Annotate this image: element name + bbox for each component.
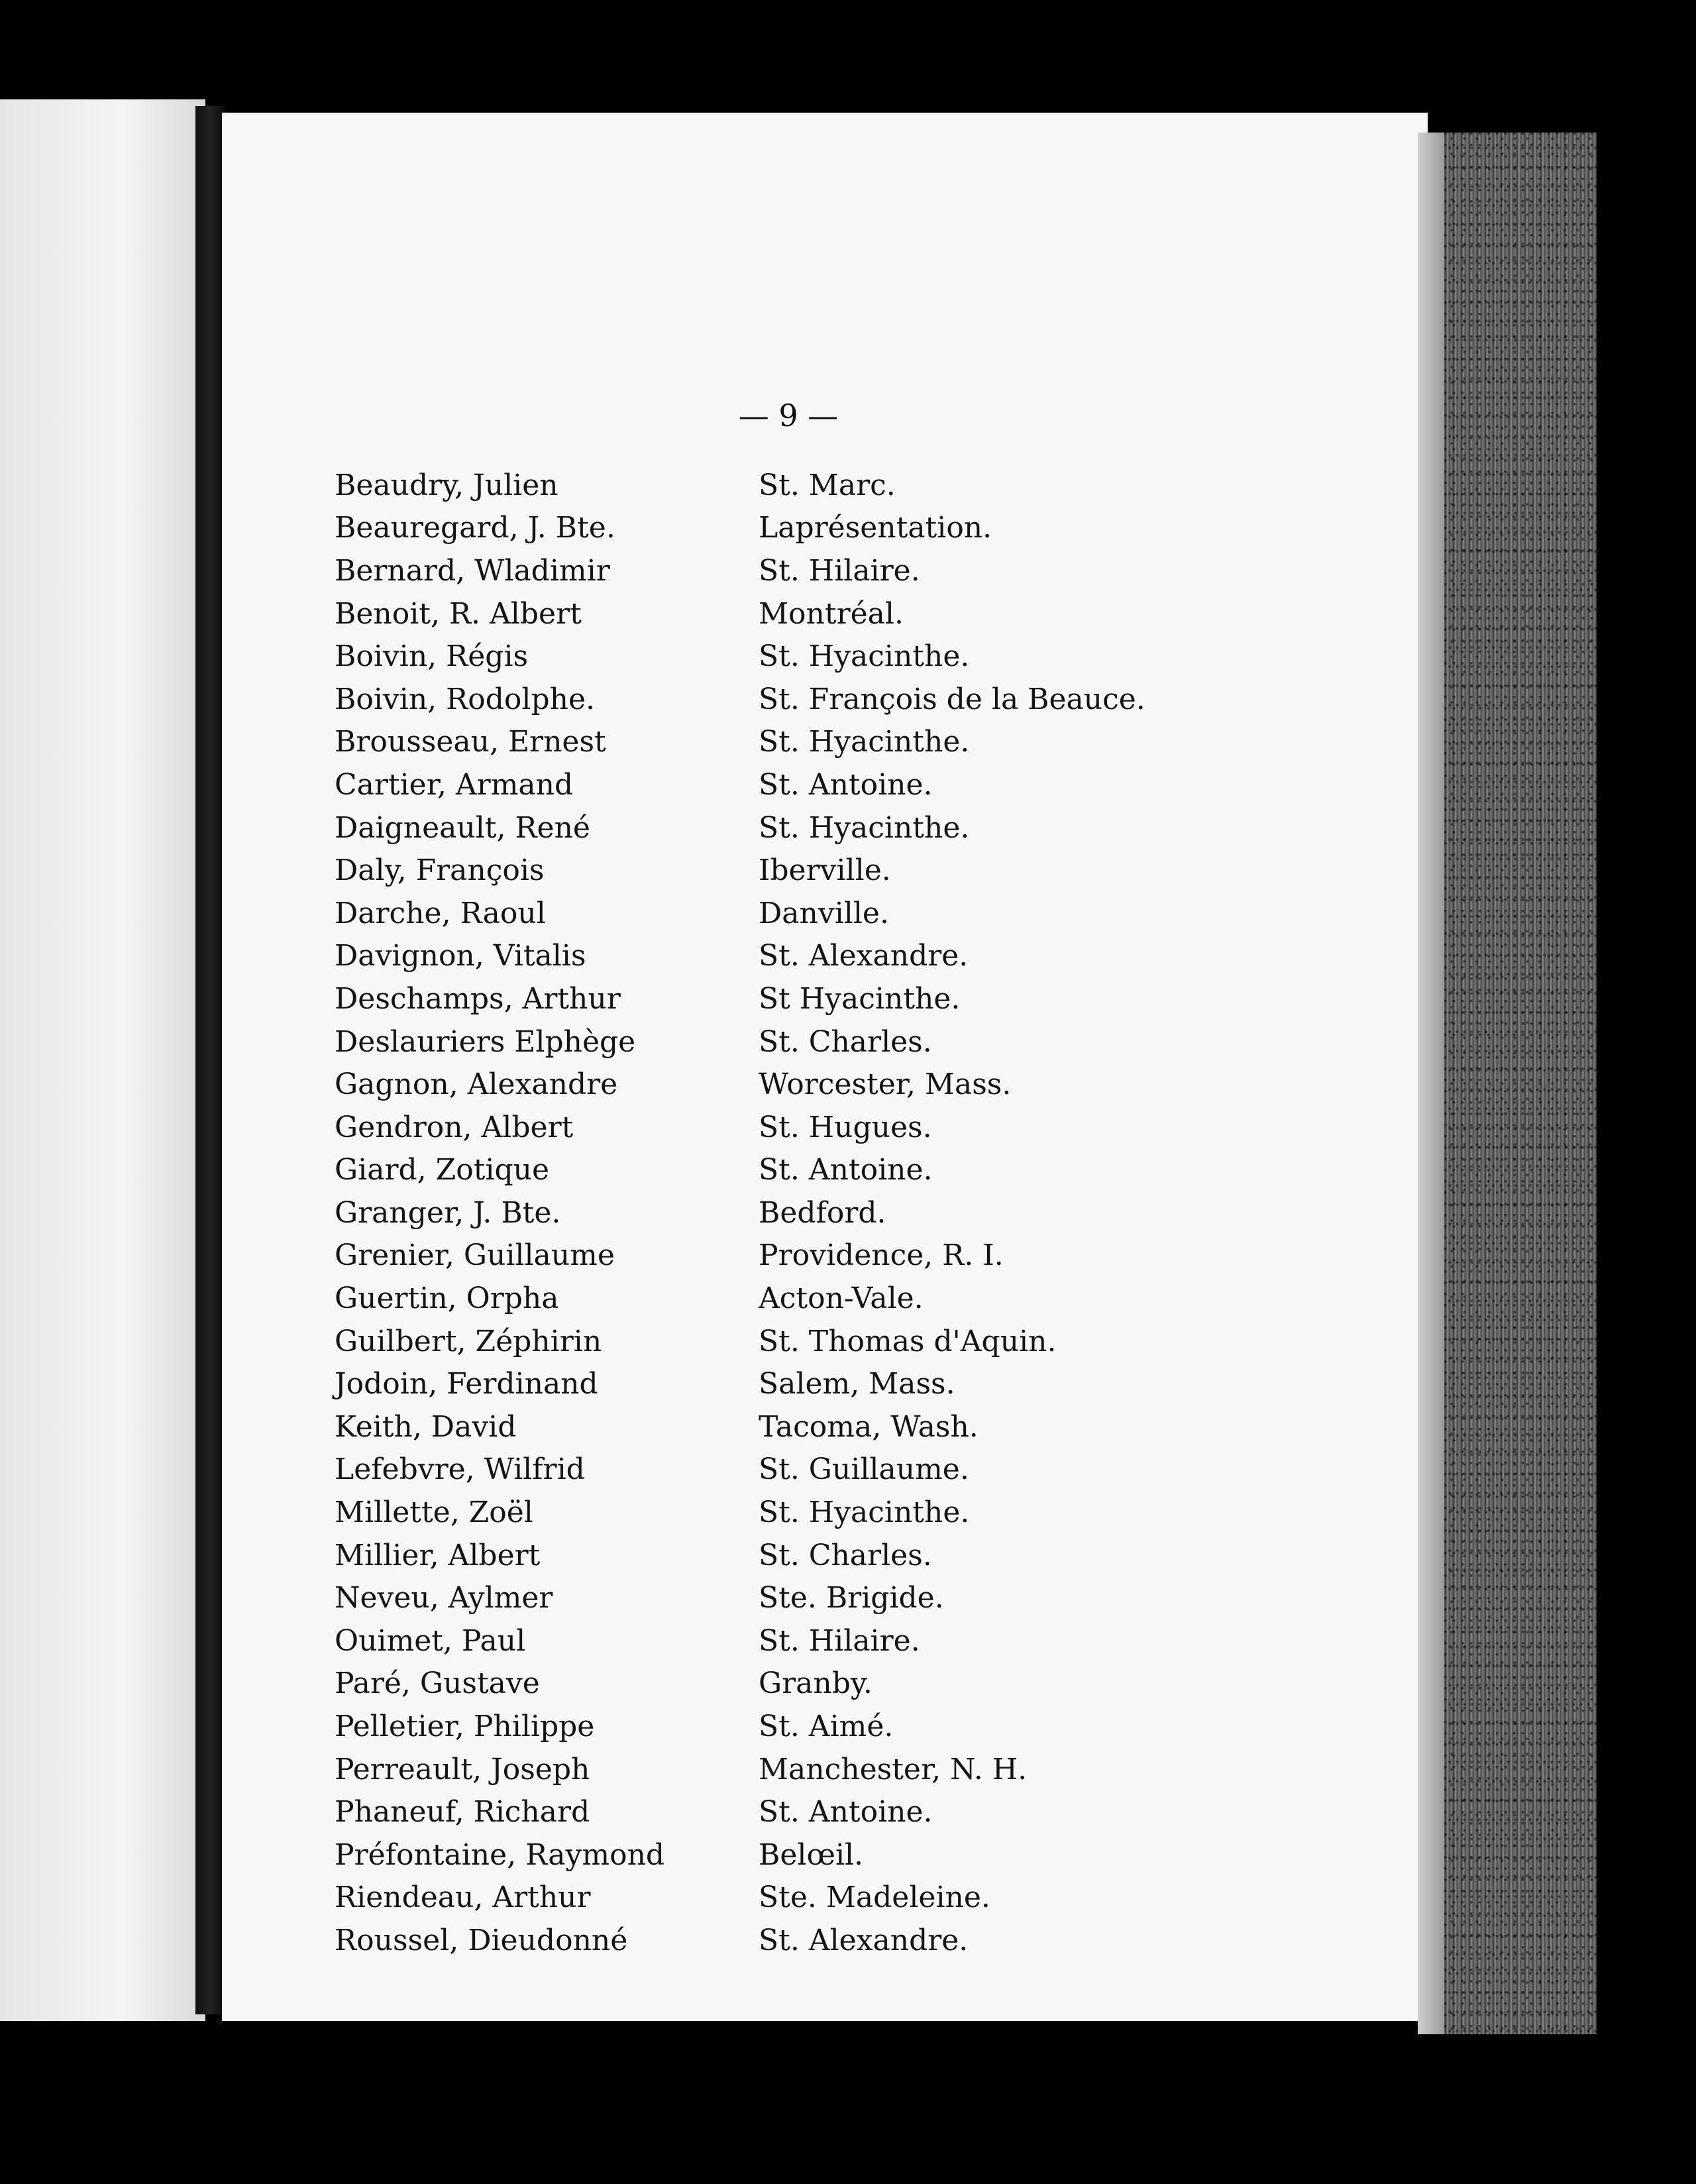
entry-name: Neveu, Aylmer <box>335 1581 553 1615</box>
list-item <box>335 1877 1262 1920</box>
entry-name: Guertin, Orpha <box>335 1282 559 1316</box>
entry-name: Ouimet, Paul <box>335 1623 526 1658</box>
list-item <box>335 1320 1262 1363</box>
list-item <box>335 592 1262 635</box>
entry-place: Ste. Madeleine. <box>759 1881 990 1915</box>
entry-place: St. Antoine. <box>759 1153 933 1187</box>
entry-place: St. Charles. <box>759 1538 932 1572</box>
list-item <box>335 1106 1262 1149</box>
entry-place: St. Antoine. <box>759 1795 933 1829</box>
list-item <box>335 1448 1262 1492</box>
list-item <box>335 1234 1262 1278</box>
list-item <box>335 1790 1262 1833</box>
entry-place: St. Marc. <box>759 468 896 502</box>
list-item <box>335 806 1262 849</box>
entry-place: St. Hilaire. <box>759 1623 920 1658</box>
entry-place: Montréal. <box>759 596 904 631</box>
list-item <box>335 507 1262 550</box>
entry-place: Iberville. <box>759 853 891 888</box>
entry-place: Bedford. <box>759 1195 886 1230</box>
list-item <box>335 635 1262 678</box>
list-item <box>335 1748 1262 1791</box>
entry-name: Gendron, Albert <box>335 1110 574 1144</box>
list-item <box>335 1491 1262 1534</box>
entry-place: St. Charles. <box>759 1024 932 1059</box>
entry-name: Préfontaine, Raymond <box>335 1837 665 1872</box>
entry-place: Acton-Vale. <box>759 1282 924 1316</box>
entry-name: Beaudry, Julien <box>335 468 558 502</box>
entry-name: Daigneault, René <box>335 810 590 845</box>
list-item <box>335 1063 1262 1106</box>
list-item <box>335 892 1262 935</box>
list-item <box>335 1149 1262 1192</box>
entry-place: Tacoma, Wash. <box>759 1409 979 1444</box>
list-item <box>335 1663 1262 1706</box>
entry-place: Laprésentation. <box>759 511 992 545</box>
entry-place: Granby. <box>759 1666 873 1701</box>
list-item <box>335 935 1262 978</box>
entry-name: Giard, Zotique <box>335 1153 549 1187</box>
entry-name: Daly, François <box>335 853 545 888</box>
entry-name: Darche, Raoul <box>335 896 546 930</box>
page-stack-edge <box>1418 133 1597 2034</box>
entry-name: Pelletier, Philippe <box>335 1710 595 1744</box>
list-item <box>335 977 1262 1020</box>
entry-place: St. Hyacinthe. <box>759 639 970 674</box>
entry-name: Deschamps, Arthur <box>335 981 621 1016</box>
name-place-list <box>335 464 1262 1962</box>
entry-place: Manchester, N. H. <box>759 1752 1028 1786</box>
entry-name: Roussel, Dieudonné <box>335 1923 628 1957</box>
list-item <box>335 763 1262 806</box>
entry-place: St. Alexandre. <box>759 939 969 973</box>
list-item <box>335 1576 1262 1619</box>
entry-place: St. Hugues. <box>759 1110 932 1144</box>
list-item <box>335 1619 1262 1663</box>
entry-name: Millier, Albert <box>335 1538 541 1572</box>
list-item <box>335 849 1262 892</box>
list-item <box>335 1277 1262 1320</box>
entry-place: Ste. Brigide. <box>759 1581 944 1615</box>
page-stack-highlight <box>1418 133 1444 2034</box>
entry-place: Danville. <box>759 896 889 930</box>
book-gutter <box>195 106 225 2014</box>
page-number: — 9 — <box>738 398 839 433</box>
entry-name: Brousseau, Ernest <box>335 725 606 759</box>
entry-name: Boivin, Rodolphe. <box>335 682 596 716</box>
entry-name: Gagnon, Alexandre <box>335 1067 618 1102</box>
entry-place: St. Guillaume. <box>759 1452 969 1487</box>
entry-name: Bernard, Wladimir <box>335 553 610 588</box>
entry-name: Boivin, Régis <box>335 639 529 674</box>
list-item <box>335 464 1262 507</box>
entry-place: St. Hyacinthe. <box>759 810 970 845</box>
entry-place: St Hyacinthe. <box>759 981 961 1016</box>
list-item <box>335 1405 1262 1448</box>
entry-name: Beauregard, J. Bte. <box>335 511 615 545</box>
list-item <box>335 549 1262 592</box>
entry-place: Worcester, Mass. <box>759 1067 1012 1102</box>
entry-name: Lefebvre, Wilfrid <box>335 1452 585 1487</box>
entry-place: St. Hilaire. <box>759 553 920 588</box>
entry-name: Deslauriers Elphège <box>335 1024 636 1059</box>
list-item <box>335 721 1262 764</box>
entry-name: Davignon, Vitalis <box>335 939 586 973</box>
entry-place: St. Alexandre. <box>759 1923 969 1957</box>
entry-name: Grenier, Guillaume <box>335 1238 615 1273</box>
entry-name: Millette, Zoël <box>335 1496 533 1530</box>
entry-place: Providence, R. I. <box>759 1238 1004 1273</box>
entry-place: St. Aimé. <box>759 1710 894 1744</box>
entry-name: Phaneuf, Richard <box>335 1795 590 1829</box>
entry-name: Benoit, R. Albert <box>335 596 582 631</box>
list-item <box>335 1705 1262 1748</box>
entry-place: St. Hyacinthe. <box>759 725 970 759</box>
list-item <box>335 678 1262 721</box>
entry-place: St. Hyacinthe. <box>759 1496 970 1530</box>
list-item <box>335 1191 1262 1234</box>
entry-name: Perreault, Joseph <box>335 1752 590 1786</box>
entry-name: Paré, Gustave <box>335 1666 540 1701</box>
entry-name: Riendeau, Arthur <box>335 1881 591 1915</box>
entry-place: St. Thomas d'Aquin. <box>759 1324 1057 1358</box>
list-item <box>335 1020 1262 1064</box>
entry-place: St. Antoine. <box>759 767 933 802</box>
entry-place: Salem, Mass. <box>759 1367 955 1401</box>
entry-place: St. François de la Beauce. <box>759 682 1145 716</box>
entry-name: Guilbert, Zéphirin <box>335 1324 602 1358</box>
entry-name: Keith, David <box>335 1409 517 1444</box>
list-item <box>335 1919 1262 1962</box>
list-item <box>335 1534 1262 1577</box>
left-page-edge <box>0 99 205 2021</box>
entry-place: Belœil. <box>759 1837 864 1872</box>
entry-name: Granger, J. Bte. <box>335 1195 561 1230</box>
list-item <box>335 1833 1262 1877</box>
list-item <box>335 1362 1262 1405</box>
entry-name: Jodoin, Ferdinand <box>335 1367 598 1401</box>
entry-name: Cartier, Armand <box>335 767 574 802</box>
